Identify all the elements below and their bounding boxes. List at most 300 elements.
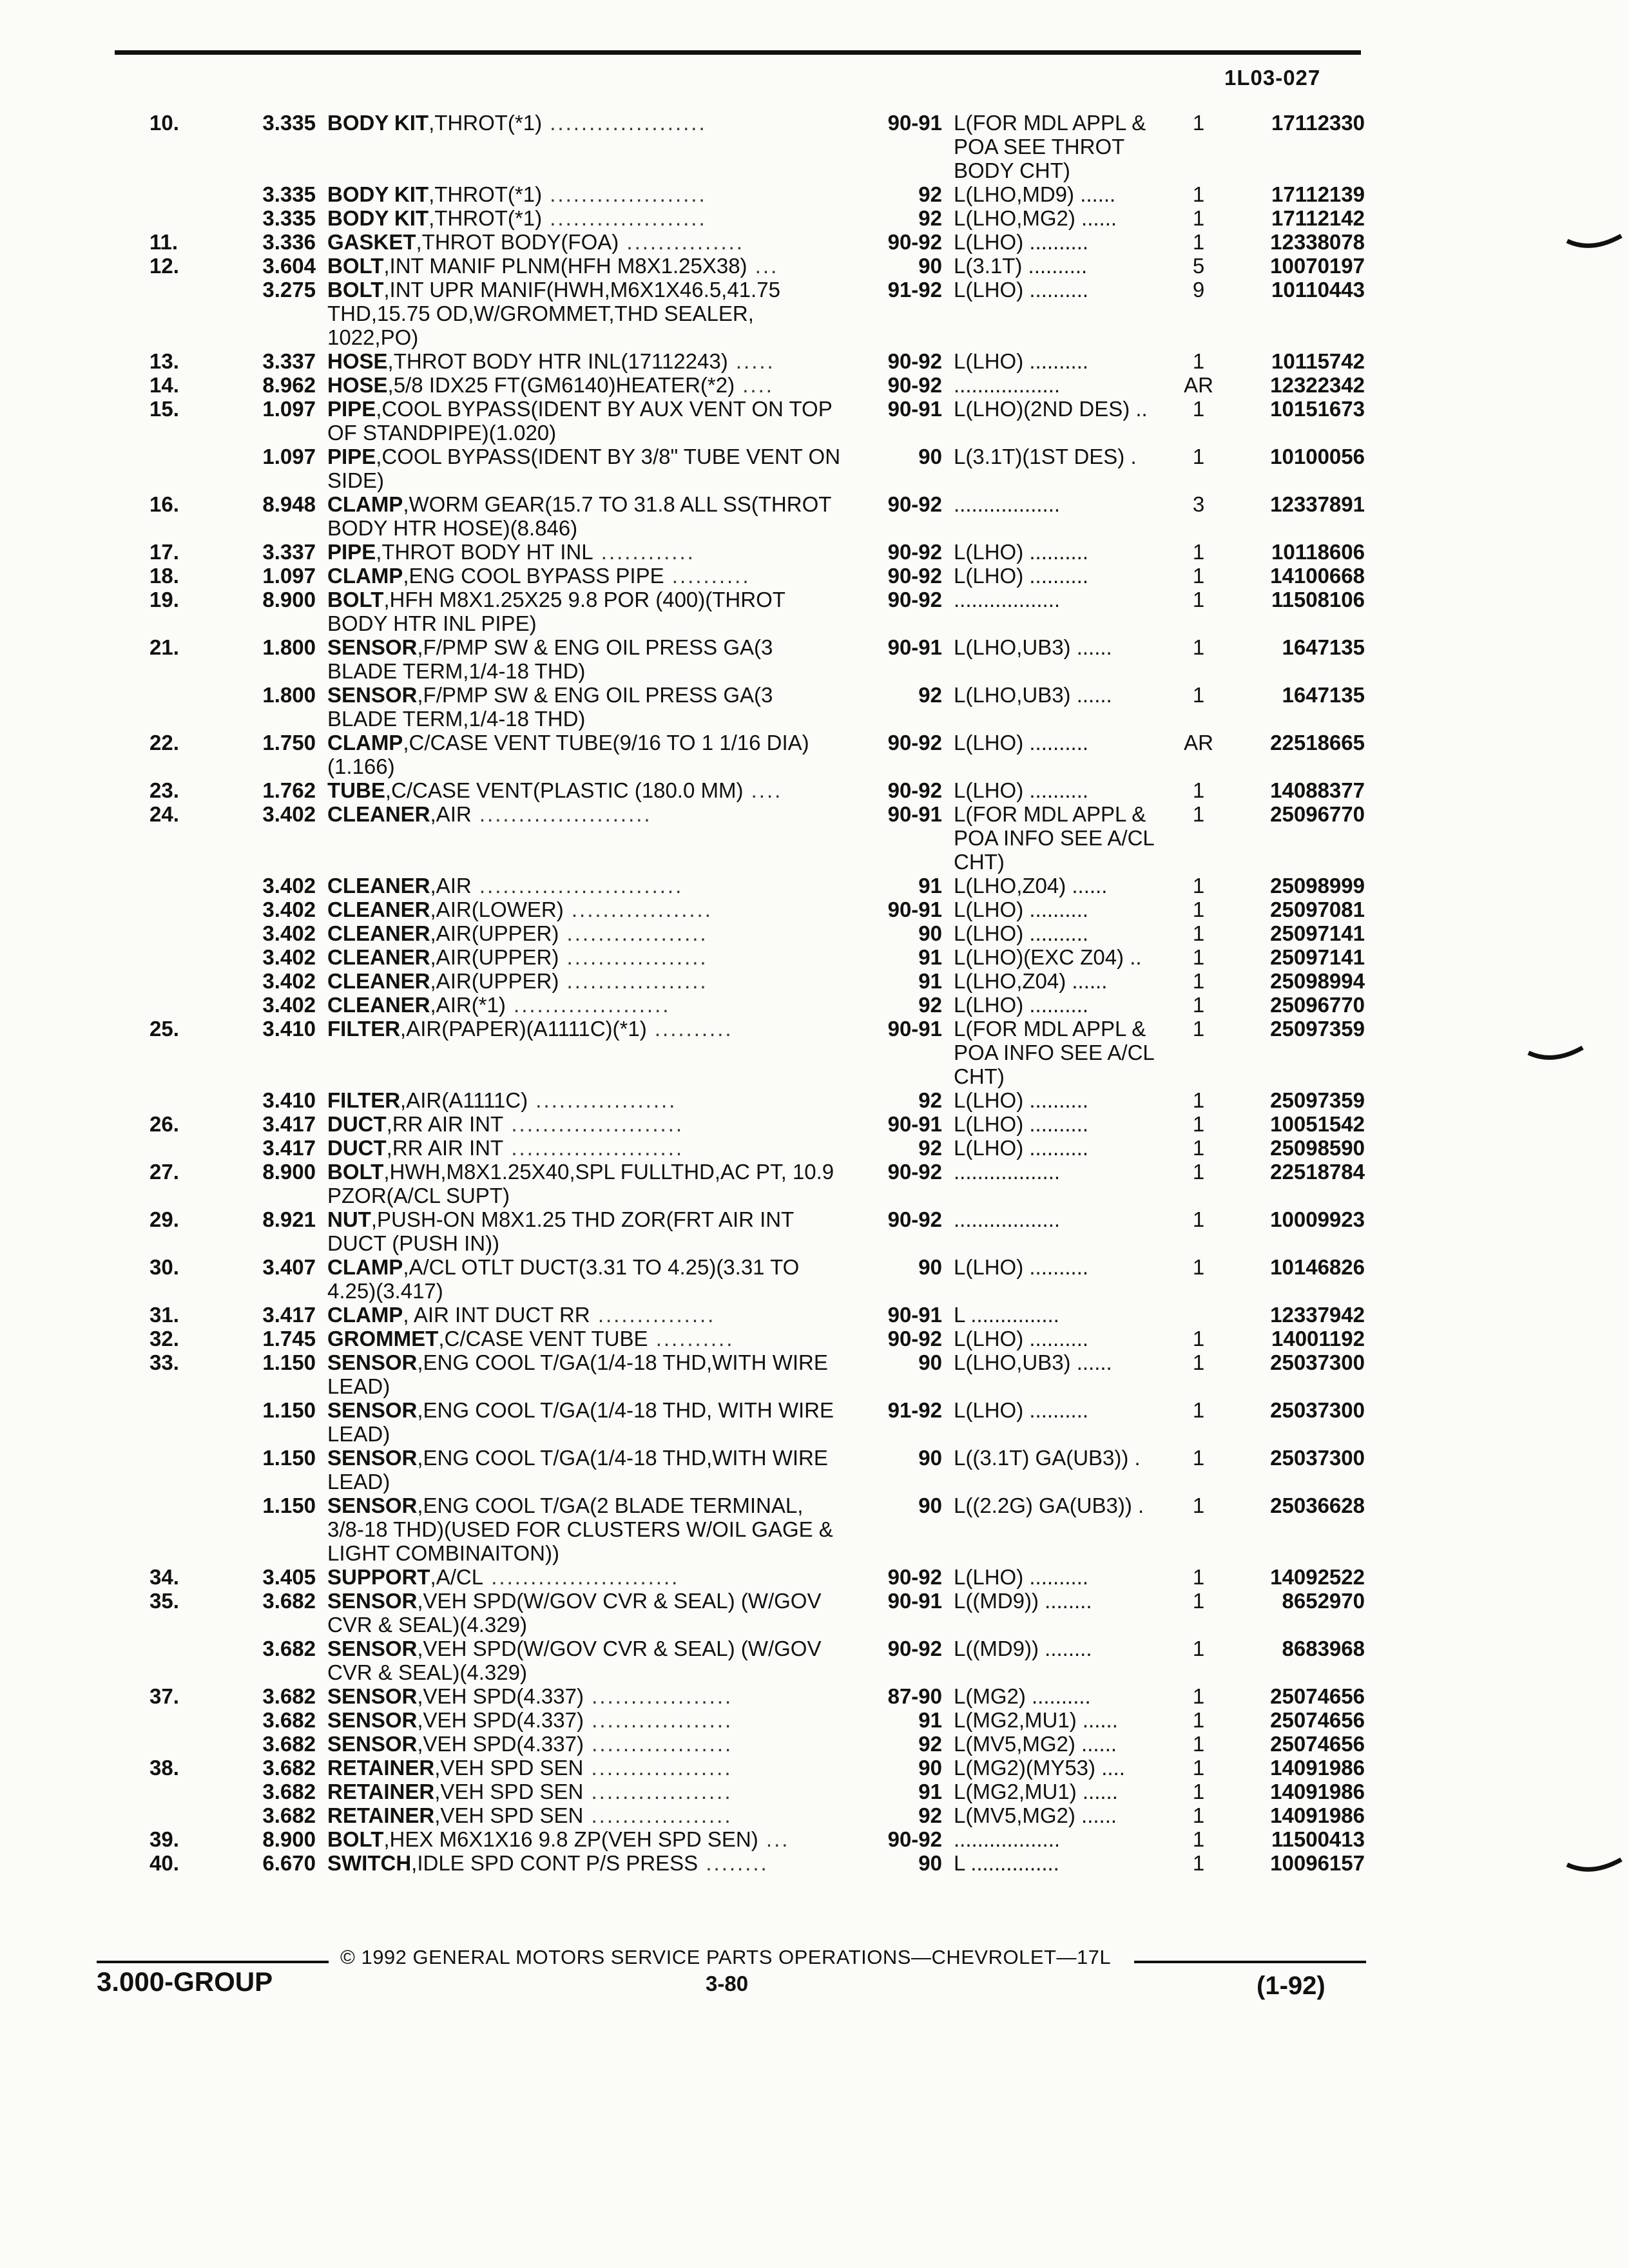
usage: L(LHO,Z04) ...... — [954, 874, 1108, 898]
part-description — [327, 445, 843, 492]
part-row — [0, 1446, 1629, 1494]
part-name: CLEANER — [327, 802, 430, 826]
group-number: 3.407 — [262, 1255, 316, 1279]
usage: L(FOR MDL APPL & POA INFO SEE A/CL CHT) — [954, 1017, 1154, 1088]
usage: .................. — [954, 492, 1061, 516]
part-detail: ,AIR(*1) — [430, 993, 506, 1017]
part-detail: ,VEH SPD(4.337) — [417, 1708, 584, 1732]
group-number: 8.900 — [262, 588, 316, 611]
usage: L(LHO) .......... — [954, 898, 1089, 921]
part-detail: ,VEH SPD(4.337) — [417, 1684, 584, 1708]
part-row — [0, 1017, 1629, 1088]
part-description — [327, 1136, 843, 1160]
leader-dots: ... — [747, 254, 779, 278]
part-number: 12337942 — [1270, 1303, 1365, 1327]
part-row — [0, 1350, 1629, 1398]
part-name: CLAMP — [327, 1255, 403, 1279]
part-row — [0, 278, 1629, 349]
page-id: 1L03-027 — [1224, 66, 1321, 90]
part-row — [0, 1255, 1629, 1303]
model-years: 91 — [918, 1708, 942, 1732]
model-years: 90-92 — [887, 349, 942, 373]
part-detail: ,VEH SPD SEN — [434, 1803, 584, 1827]
model-years: 90 — [918, 445, 942, 468]
margin-tick-mark — [1527, 1044, 1585, 1070]
usage: L((MD9)) ........ — [954, 1589, 1092, 1613]
part-detail: ,ENG COOL T/GA(1/4-18 THD,WITH WIRE LEAD) — [327, 1350, 828, 1398]
quantity: 1 — [1192, 1684, 1205, 1708]
model-years: 90-91 — [887, 1017, 942, 1041]
model-years: 91-92 — [887, 278, 942, 302]
model-years: 92 — [918, 1732, 942, 1756]
figure-number: 21. — [149, 635, 179, 659]
part-description — [327, 1780, 843, 1803]
part-number: 10146826 — [1270, 1255, 1365, 1279]
part-row — [0, 731, 1629, 778]
quantity: 1 — [1192, 1780, 1205, 1803]
leader-dots: .................. — [559, 945, 708, 969]
part-detail: ,AIR — [430, 802, 472, 826]
part-description — [327, 1494, 843, 1565]
part-description — [327, 540, 843, 564]
part-detail: ,AIR(UPPER) — [430, 969, 559, 993]
part-detail: ,HEX M6X1X16 9.8 ZP(VEH SPD SEN) — [383, 1827, 758, 1851]
figure-number: 27. — [149, 1160, 179, 1184]
figure-number: 11. — [149, 230, 178, 254]
part-description — [327, 1827, 843, 1851]
part-row — [0, 683, 1629, 731]
margin-tick-mark — [1566, 232, 1624, 258]
part-description — [327, 278, 843, 349]
part-name: SENSOR — [327, 1637, 418, 1660]
group-number: 3.402 — [262, 802, 316, 826]
model-years: 90 — [918, 1446, 942, 1470]
group-number: 3.405 — [262, 1565, 316, 1589]
part-row — [0, 1780, 1629, 1803]
part-name: RETAINER — [327, 1780, 435, 1803]
group-number: 8.900 — [262, 1827, 316, 1851]
figure-number: 13. — [149, 349, 179, 373]
part-number: 25037300 — [1270, 1446, 1365, 1470]
leader-dots: .................. — [583, 1708, 733, 1732]
part-name: HOSE — [327, 373, 388, 397]
figure-number: 37. — [149, 1684, 179, 1708]
leader-dots: .......... — [664, 564, 751, 588]
part-number: 25097359 — [1270, 1088, 1365, 1112]
figure-number: 24. — [149, 802, 179, 826]
part-row — [0, 564, 1629, 588]
quantity: 1 — [1192, 1827, 1205, 1851]
usage: L(LHO) .......... — [954, 1327, 1089, 1350]
part-row — [0, 206, 1629, 230]
part-detail: ,ENG COOL T/GA(1/4-18 THD,WITH WIRE LEAD) — [327, 1446, 828, 1494]
leader-dots: .................... — [542, 182, 707, 206]
part-number: 10009923 — [1270, 1207, 1365, 1231]
part-name: CLAMP — [327, 1303, 403, 1327]
part-detail: ,AIR(PAPER)(A1111C)(*1) — [400, 1017, 647, 1041]
usage: L((3.1T) GA(UB3)) . — [954, 1446, 1141, 1470]
part-name: CLAMP — [327, 564, 403, 588]
part-detail: ,AIR — [430, 874, 472, 898]
part-description — [327, 564, 843, 588]
group-number: 3.682 — [262, 1803, 316, 1827]
quantity: 1 — [1192, 1398, 1205, 1422]
model-years: 92 — [918, 993, 942, 1017]
part-number: 8652970 — [1282, 1589, 1365, 1613]
usage: L(LHO) .......... — [954, 731, 1089, 754]
leader-dots: ... — [758, 1827, 790, 1851]
usage: L(LHO) .......... — [954, 778, 1089, 802]
part-number: 11508106 — [1271, 588, 1365, 611]
part-name: SENSOR — [327, 1684, 418, 1708]
quantity: 1 — [1192, 802, 1205, 826]
model-years: 90-92 — [887, 492, 942, 516]
part-name: DUCT — [327, 1112, 387, 1136]
part-description — [327, 1589, 843, 1637]
copyright-notice: © 1992 GENERAL MOTORS SERVICE PARTS OPERATIONS—CHEVROLET—17L — [340, 1946, 1112, 1968]
leader-dots: ...................... — [503, 1112, 684, 1136]
part-description — [327, 349, 843, 373]
usage: L(LHO) .......... — [954, 230, 1089, 254]
part-number: 10151673 — [1270, 397, 1365, 421]
part-detail: ,VEH SPD SEN — [434, 1780, 584, 1803]
part-name: BOLT — [327, 254, 384, 278]
part-number: 25074656 — [1270, 1684, 1365, 1708]
model-years: 91-92 — [887, 1398, 942, 1422]
figure-number: 35. — [149, 1589, 179, 1613]
figure-number: 12. — [149, 254, 179, 278]
part-name: PIPE — [327, 445, 376, 468]
group-number: 1.150 — [262, 1494, 316, 1517]
part-name: DUCT — [327, 1136, 387, 1160]
model-years: 90 — [918, 1756, 942, 1780]
part-description — [327, 182, 843, 206]
group-number: 3.337 — [262, 349, 316, 373]
part-detail: ,THROT BODY(FOA) — [416, 230, 619, 254]
part-name: GROMMET — [327, 1327, 439, 1350]
group-number: 3.682 — [262, 1780, 316, 1803]
model-years: 90 — [918, 254, 942, 278]
part-row — [0, 1756, 1629, 1780]
model-years: 90-91 — [887, 635, 942, 659]
usage: L(LHO,MG2) ...... — [954, 206, 1117, 230]
model-years: 90 — [918, 1350, 942, 1374]
part-row — [0, 993, 1629, 1017]
part-name: SENSOR — [327, 1494, 418, 1517]
model-years: 92 — [918, 1803, 942, 1827]
part-description — [327, 1303, 843, 1327]
part-detail: ,ENG COOL BYPASS PIPE — [403, 564, 664, 588]
date-code: (1-92) — [1257, 1972, 1325, 2000]
usage: L(LHO) .......... — [954, 1398, 1089, 1422]
group-number: 1.745 — [262, 1327, 316, 1350]
part-detail: ,COOL BYPASS(IDENT BY AUX VENT ON TOP OF STANDPIPE)(1.020) — [327, 397, 833, 445]
part-name: SENSOR — [327, 683, 418, 707]
footer-rule-right — [1134, 1961, 1366, 1963]
usage: L(LHO) .......... — [954, 921, 1089, 945]
group-number: 8.921 — [262, 1207, 316, 1231]
usage: L(LHO) .......... — [954, 349, 1089, 373]
part-row — [0, 1637, 1629, 1684]
part-number: 25097141 — [1270, 921, 1365, 945]
model-years: 90-92 — [887, 778, 942, 802]
group-number: 8.948 — [262, 492, 316, 516]
part-row — [0, 492, 1629, 540]
leader-dots: .................... — [505, 993, 671, 1017]
quantity: 1 — [1192, 1494, 1205, 1517]
part-row — [0, 111, 1629, 182]
quantity: 1 — [1192, 182, 1205, 206]
model-years: 90-92 — [887, 731, 942, 754]
part-row — [0, 802, 1629, 874]
part-row — [0, 445, 1629, 492]
quantity: 1 — [1192, 778, 1205, 802]
part-description — [327, 898, 843, 921]
usage: L(LHO,UB3) ...... — [954, 635, 1112, 659]
group-number: 3.402 — [262, 945, 316, 969]
leader-dots: .................. — [528, 1088, 677, 1112]
part-number: 1647135 — [1282, 635, 1365, 659]
quantity: 1 — [1192, 111, 1205, 135]
part-detail: ,F/PMP SW & ENG OIL PRESS GA(3 BLADE TERM,1/4-18 THD) — [327, 683, 773, 731]
quantity: 1 — [1192, 564, 1205, 588]
part-number: 25074656 — [1270, 1708, 1365, 1732]
part-description — [327, 373, 843, 397]
part-detail: ,C/CASE VENT(PLASTIC (180.0 MM) — [385, 778, 744, 802]
part-detail: ,RR AIR INT — [386, 1136, 504, 1160]
group-number: 3.417 — [262, 1136, 316, 1160]
part-number: 14088377 — [1270, 778, 1365, 802]
part-name: TUBE — [327, 778, 385, 802]
part-name: CLAMP — [327, 492, 403, 516]
part-detail: ,AIR(LOWER) — [430, 898, 564, 921]
usage: L(MG2)(MY53) .... — [954, 1756, 1125, 1780]
part-description — [327, 1732, 843, 1756]
part-row — [0, 1708, 1629, 1732]
figure-number: 16. — [149, 492, 179, 516]
usage: L(LHO) .......... — [954, 1088, 1089, 1112]
quantity: 1 — [1192, 1255, 1205, 1279]
part-detail: ,5/8 IDX25 FT(GM6140)HEATER(*2) — [387, 373, 735, 397]
part-description — [327, 1756, 843, 1780]
part-number: 25098994 — [1270, 969, 1365, 993]
part-name: RETAINER — [327, 1803, 435, 1827]
part-number: 25036628 — [1270, 1494, 1365, 1517]
part-row — [0, 1565, 1629, 1589]
part-row — [0, 1684, 1629, 1708]
model-years: 90 — [918, 1851, 942, 1875]
model-years: 92 — [918, 1136, 942, 1160]
model-years: 92 — [918, 1088, 942, 1112]
part-number: 25096770 — [1270, 993, 1365, 1017]
part-name: BOLT — [327, 278, 384, 302]
group-number: 3.402 — [262, 969, 316, 993]
part-number: 8683968 — [1282, 1637, 1365, 1660]
leader-dots: .................. — [583, 1756, 733, 1780]
part-row — [0, 373, 1629, 397]
margin-tick-mark — [1566, 1856, 1624, 1881]
leader-dots: .... — [735, 373, 774, 397]
group-number: 1.150 — [262, 1350, 316, 1374]
group-number: 1.750 — [262, 731, 316, 754]
leader-dots: .......... — [646, 1017, 733, 1041]
part-row — [0, 778, 1629, 802]
part-number: 25098999 — [1270, 874, 1365, 898]
figure-number: 14. — [149, 373, 179, 397]
part-detail: ,RR AIR INT — [386, 1112, 504, 1136]
part-detail: ,AIR(UPPER) — [430, 945, 559, 969]
group-number: 3.402 — [262, 993, 316, 1017]
part-detail: ,HWH,M8X1.25X40,SPL FULLTHD,AC PT, 10.9 PZOR(A/CL SUPT) — [327, 1160, 834, 1207]
quantity: 9 — [1192, 278, 1205, 302]
part-detail: ,C/CASE VENT TUBE — [438, 1327, 648, 1350]
quantity: 1 — [1192, 1446, 1205, 1470]
quantity: 1 — [1192, 1112, 1205, 1136]
usage: L ............... — [954, 1851, 1059, 1875]
part-row — [0, 254, 1629, 278]
model-years: 90-91 — [887, 1589, 942, 1613]
part-number: 25037300 — [1270, 1398, 1365, 1422]
part-name: SENSOR — [327, 1732, 418, 1756]
model-years: 90-92 — [887, 373, 942, 397]
part-name: SWITCH — [327, 1851, 412, 1875]
part-description — [327, 1398, 843, 1446]
figure-number: 32. — [149, 1327, 179, 1350]
part-row — [0, 1160, 1629, 1207]
model-years: 90-91 — [887, 802, 942, 826]
leader-dots: ........ — [698, 1851, 769, 1875]
model-years: 91 — [918, 874, 942, 898]
usage: L(LHO) .......... — [954, 540, 1089, 564]
part-description — [327, 1017, 843, 1041]
parts-list — [0, 111, 1629, 1875]
quantity: 1 — [1192, 1851, 1205, 1875]
part-row — [0, 1088, 1629, 1112]
usage: L(LHO) .......... — [954, 1136, 1089, 1160]
part-row — [0, 349, 1629, 373]
part-description — [327, 945, 843, 969]
group-number: 1.150 — [262, 1398, 316, 1422]
part-detail: ,A/CL — [430, 1565, 484, 1589]
quantity: 1 — [1192, 1589, 1205, 1613]
part-row — [0, 1732, 1629, 1756]
usage: L(MG2,MU1) ...... — [954, 1780, 1118, 1803]
group-number: 3.417 — [262, 1112, 316, 1136]
part-name: CLEANER — [327, 898, 430, 921]
usage: L(LHO) .......... — [954, 278, 1089, 302]
part-description — [327, 230, 843, 254]
part-description — [327, 874, 843, 898]
usage: L(LHO,UB3) ...... — [954, 683, 1112, 707]
group-number: 1.800 — [262, 683, 316, 707]
part-number: 12337891 — [1270, 492, 1365, 516]
leader-dots: .................. — [563, 898, 713, 921]
group-number: 3.402 — [262, 874, 316, 898]
part-name: BODY KIT — [327, 182, 429, 206]
leader-dots: .................. — [559, 921, 708, 945]
quantity: 1 — [1192, 969, 1205, 993]
part-row — [0, 182, 1629, 206]
quantity: 5 — [1192, 254, 1205, 278]
figure-number: 30. — [149, 1255, 179, 1279]
quantity: 1 — [1192, 1327, 1205, 1350]
part-description — [327, 921, 843, 945]
figure-number: 33. — [149, 1350, 179, 1374]
part-description — [327, 993, 843, 1017]
quantity: 1 — [1192, 349, 1205, 373]
part-description — [327, 397, 843, 445]
group-number: 3.410 — [262, 1017, 316, 1041]
part-description — [327, 254, 843, 278]
usage: .................. — [954, 1827, 1061, 1851]
group-number: 1.762 — [262, 778, 316, 802]
part-description — [327, 111, 843, 135]
part-name: NUT — [327, 1207, 371, 1231]
model-years: 90-92 — [887, 230, 942, 254]
part-number: 22518665 — [1270, 731, 1365, 754]
part-description — [327, 802, 843, 826]
part-number: 12322342 — [1270, 373, 1365, 397]
figure-number: 22. — [149, 731, 179, 754]
quantity: 1 — [1192, 874, 1205, 898]
part-detail: ,WORM GEAR(15.7 TO 31.8 ALL SS(THROT BODY HTR HOSE)(8.846) — [327, 492, 831, 540]
part-description — [327, 1565, 843, 1589]
quantity: 1 — [1192, 945, 1205, 969]
quantity: 1 — [1192, 1803, 1205, 1827]
part-name: SENSOR — [327, 635, 418, 659]
part-row — [0, 1398, 1629, 1446]
part-description — [327, 683, 843, 731]
part-detail: ,VEH SPD(4.337) — [417, 1732, 584, 1756]
part-detail: ,PUSH-ON M8X1.25 THD ZOR(FRT AIR INT DUCT (PUSH IN)) — [327, 1207, 794, 1255]
part-detail: ,ENG COOL T/GA(1/4-18 THD, WITH WIRE LEAD) — [327, 1398, 834, 1446]
part-detail: ,C/CASE VENT TUBE(9/16 TO 1 1/16 DIA)(1.166) — [327, 731, 809, 778]
usage: L(MG2,MU1) ...... — [954, 1708, 1118, 1732]
leader-dots: ............... — [590, 1303, 716, 1327]
part-detail: , AIR INT DUCT RR — [403, 1303, 590, 1327]
group-number: 3.335 — [262, 206, 316, 230]
top-rule — [115, 50, 1361, 55]
quantity: 1 — [1192, 1088, 1205, 1112]
part-detail: ,HFH M8X1.25X25 9.8 POR (400)(THROT BODY HTR INL PIPE) — [327, 588, 786, 635]
usage: L(MV5,MG2) ...... — [954, 1732, 1117, 1756]
usage: L((2.2G) GA(UB3)) . — [954, 1494, 1144, 1517]
usage: L(LHO,Z04) ...... — [954, 969, 1108, 993]
usage: L(MG2) .......... — [954, 1684, 1091, 1708]
part-number: 1647135 — [1282, 683, 1365, 707]
group-number: 3.682 — [262, 1756, 316, 1780]
part-description — [327, 1207, 843, 1255]
part-name: FILTER — [327, 1017, 401, 1041]
figure-number: 23. — [149, 778, 179, 802]
part-description — [327, 1803, 843, 1827]
usage: L(3.1T)(1ST DES) . — [954, 445, 1137, 468]
part-number: 10118606 — [1271, 540, 1365, 564]
part-name: SENSOR — [327, 1398, 418, 1422]
group-number: 3.275 — [262, 278, 316, 302]
part-name: BOLT — [327, 1160, 384, 1184]
part-row — [0, 945, 1629, 969]
quantity: 1 — [1192, 993, 1205, 1017]
group-number: 3.336 — [262, 230, 316, 254]
figure-number: 19. — [149, 588, 179, 611]
quantity: 1 — [1192, 1732, 1205, 1756]
group-number: 3.682 — [262, 1589, 316, 1613]
group-number: 8.962 — [262, 373, 316, 397]
part-detail: ,INT MANIF PLNM(HFH M8X1.25X38) — [383, 254, 747, 278]
model-years: 91 — [918, 945, 942, 969]
part-detail: ,IDLE SPD CONT P/S PRESS — [411, 1851, 699, 1875]
